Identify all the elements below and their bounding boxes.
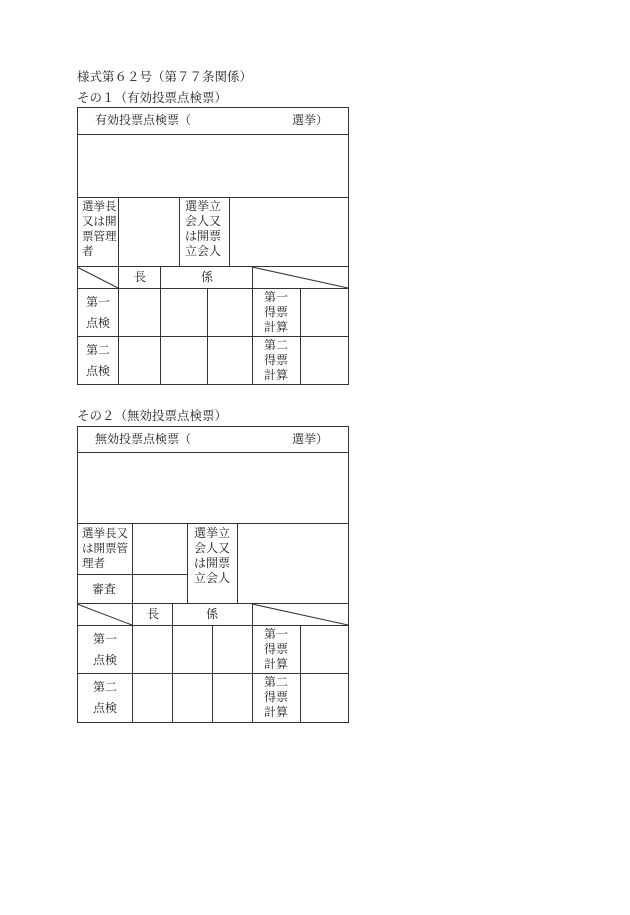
form-number-title: 様式第６２号（第７７条関係） <box>77 69 253 84</box>
form1-caption: その１（有効投票点検票） <box>77 90 228 105</box>
form2-review-label: 審査 <box>92 582 117 596</box>
form1-title-left: 有効投票点検票（ <box>95 113 192 127</box>
form1-col-staff: 係 <box>201 270 214 284</box>
form2-title-left: 無効投票点検票（ <box>95 432 192 446</box>
form1-col-chief: 長 <box>134 270 147 284</box>
form2-col-chief: 長 <box>147 607 160 621</box>
form2-col-staff: 係 <box>206 607 219 621</box>
form2-title-right: 選挙） <box>292 432 329 446</box>
form1-title-right: 選挙） <box>292 113 329 127</box>
form2-caption: その２（無効投票点検票） <box>77 408 228 423</box>
